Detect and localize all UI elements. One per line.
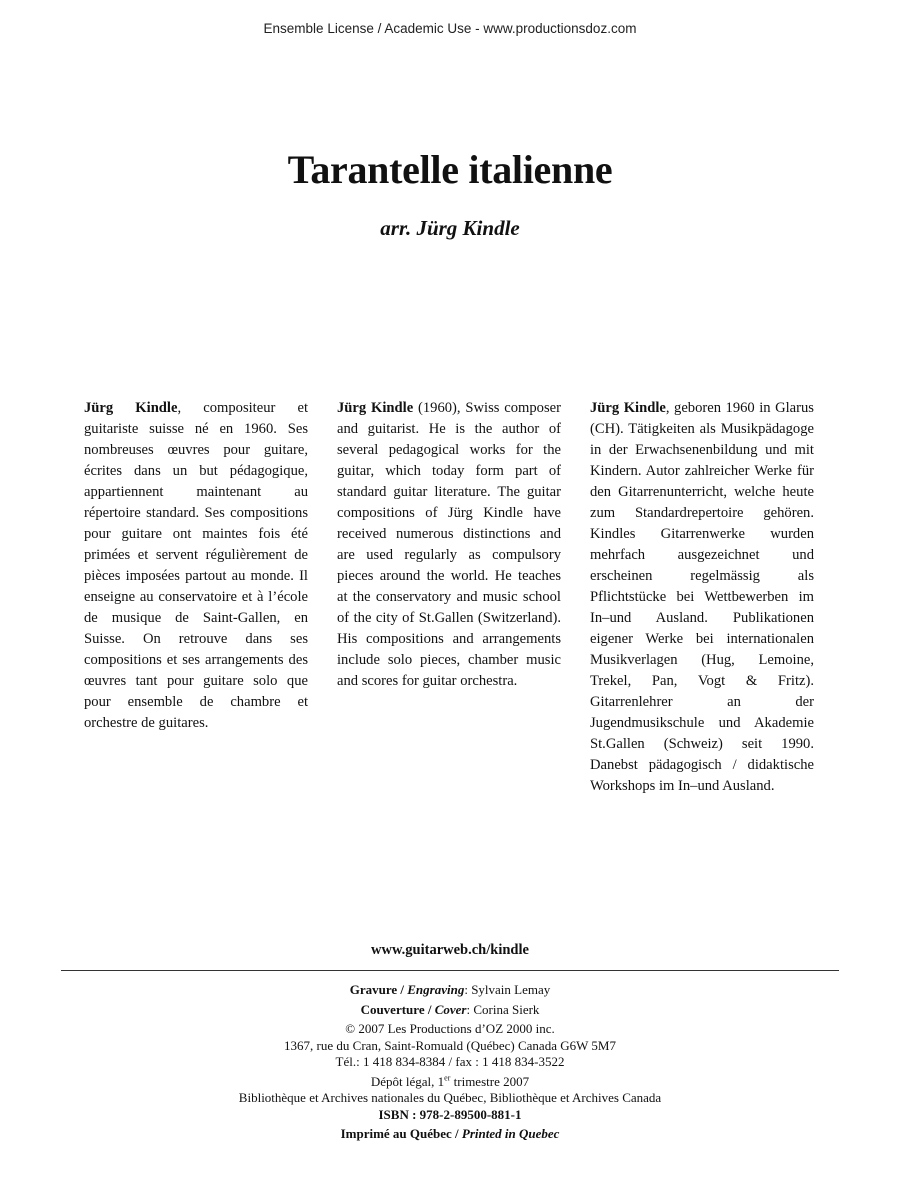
bio-german-text: , geboren 1960 in Glarus (CH). Tätigkeiten als Musikpädagoge in der Erwachsenenbildung und mit Kindern. Autor zahlreicher Werke für den Gitarrenunterricht, welche heute zum Standardrepertoire gehören. Kindles Gitarrenwerke wurden mehrfach ausgezeichnet und erscheinen regelmässig als Pflichtstücke bei Wettbewerben im In–und Ausland. Publikationen eigener Werke bei internationalen Musikverlagen (Hug, Lemoine, Trekel, Pan, Vogt & Fritz). Gitarrenlehrer an der Jugendmusikschule und Akademie St.Gallen (Schweiz) seit 1990. Danebst pädagogisch / didaktische Workshops im In–und Ausland. <box>590 400 814 794</box>
address-line: 1367, rue du Cran, Saint-Romuald (Québec) Canada G6W 5M7 <box>284 1037 616 1053</box>
website-link[interactable]: www.guitarweb.ch/kindle <box>371 942 529 958</box>
isbn-line: ISBN : 978-2-89500-881-1 <box>378 1106 522 1122</box>
engraving-credit <box>0 982 900 999</box>
arranger-credit: arr. Jürg Kindle <box>380 216 520 240</box>
bio-english-name: Jürg Kindle <box>337 400 414 416</box>
cover-name: : Corina Sierk <box>466 1001 540 1017</box>
legal-deposit-line: Dépôt légal, 1er trimestre 2007 <box>370 1073 530 1089</box>
credits-block <box>0 982 900 1143</box>
copyright-line: © 2007 Les Productions d’OZ 2000 inc. <box>345 1021 555 1036</box>
license-header: Ensemble License / Academic Use - www.productionsdoz.com <box>263 21 637 36</box>
engraving-name: : Sylvain Lemay <box>464 982 551 997</box>
libraries-line: Bibliothèque et Archives nationales du Québec, Bibliothèque et Archives Canada <box>238 1090 662 1105</box>
page-title: Tarantelle italienne <box>287 147 613 192</box>
engraving-label-fr: Gravure / <box>349 982 408 997</box>
bio-english <box>337 398 561 692</box>
bio-english-text: (1960), Swiss composer and guitarist. He is the author of several pedagogical works for the guitar, which today form part of standard guitar literature. The guitar compositions of Jürg Kindle have received numerous distinctions and are used regularly as compulsory pieces around the world. He teaches at the conservatory and music school of the city of St.Gallen (Switzerland). His compositions and arrangements include solo pieces, chamber music and scores for guitar orchestra. <box>337 400 561 689</box>
phone-line: Tél.: 1 418 834-8384 / fax : 1 418 834-3522 <box>335 1054 565 1069</box>
engraving-label-en: Engraving <box>407 982 465 997</box>
bio-french-text: , compositeur et guitariste suisse né en 1960. Ses nombreuses œuvres pour guitare, écrites dans un but pédagogique, appartiennent maintenant au répertoire standard. Ses compositions pour guitare ont maintes fois été primées et servent régulièrement de pièces imposées partout au monde. Il enseigne au conservatoire et à l’école de musique de Saint-Gallen, en Suisse. On retrouve dans ses compositions et ses arrangements des œuvres tant pour guitare solo que pour ensemble de chambre et orchestre de guitares. <box>84 400 308 731</box>
bio-french <box>84 398 308 734</box>
printed-line <box>0 1126 900 1143</box>
bio-german <box>590 398 814 797</box>
bio-french-name: Jürg Kindle <box>84 400 178 416</box>
cover-label-fr: Couverture / <box>360 1001 435 1017</box>
bio-german-name: Jürg Kindle <box>590 400 666 416</box>
divider <box>61 970 839 971</box>
cover-credit <box>0 1002 900 1019</box>
printed-fr: Imprimé au Québec / <box>340 1126 462 1141</box>
printed-en: Printed in Quebec <box>461 1126 560 1141</box>
cover-label-en: Cover <box>434 1001 467 1017</box>
